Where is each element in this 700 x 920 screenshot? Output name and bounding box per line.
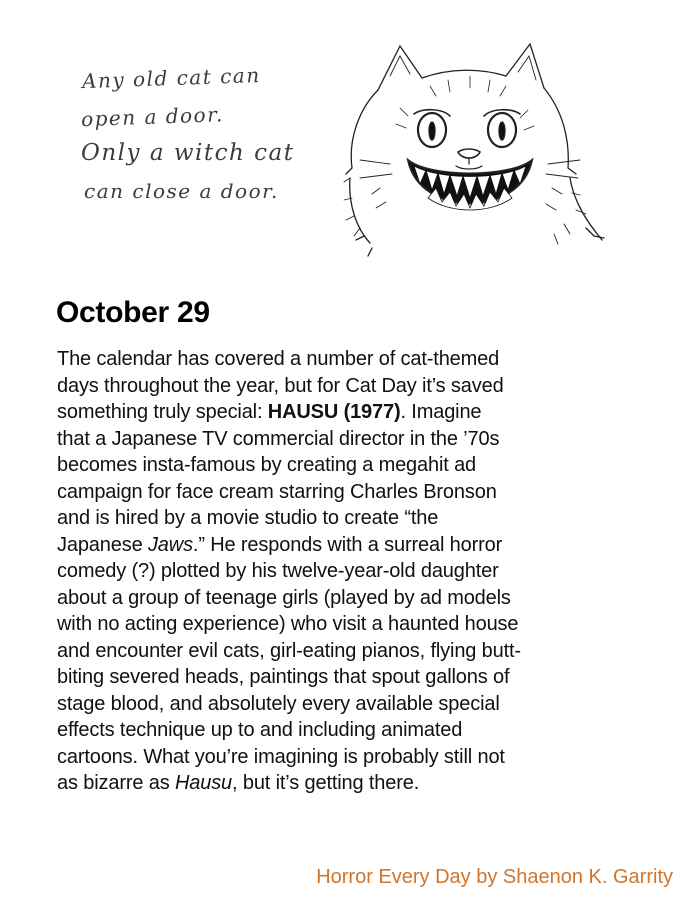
body-line: and encounter evil cats, girl-eating pianos, flying butt- [57, 639, 521, 662]
body-text: something truly special: [57, 401, 268, 423]
body-text: .” He responds with a surreal horror [192, 533, 503, 556]
body-line: about a group of teenage girls (played by ad models [57, 586, 511, 609]
caption-line: Only a witch cat [81, 140, 295, 166]
body-line: cartoons. What you’re imagining is probably still not [57, 745, 505, 768]
grinning-witch-cat-icon [330, 28, 620, 268]
body-line: effects technique up to and including animated [57, 719, 463, 741]
body-text: , but it’s getting there. [232, 772, 420, 794]
body-line: with no acting experience) who visit a haunted house [57, 613, 519, 635]
caption-line: Any old cat can [81, 62, 261, 94]
body-text: . Imagine [400, 401, 482, 423]
body-line: and is hired by a movie studio to create “the [57, 507, 439, 529]
entry-date: October 29 [56, 296, 210, 329]
film-title: HAUSU (1977) [267, 401, 401, 423]
body-line: comedy (?) plotted by his twelve-year-old daughter [57, 560, 499, 582]
credit-line: Horror Every Day by Shaenon K. Garrity [316, 866, 673, 888]
body-line: that a Japanese TV commercial director in the ’70s [57, 427, 500, 450]
entry-body [57, 346, 587, 797]
body-line: stage blood, and absolutely every available special [57, 692, 500, 715]
italic-title: Jaws [147, 533, 193, 556]
body-line [57, 770, 587, 797]
body-text: as bizarre as [57, 772, 175, 794]
body-line: days throughout the year, but for Cat Day it’s saved [57, 374, 504, 397]
caption-line: open a door. [80, 102, 225, 132]
body-line [57, 399, 587, 426]
italic-title: Hausu [174, 772, 233, 794]
body-line: biting severed heads, paintings that spout gallons of [57, 666, 510, 688]
body-line: The calendar has covered a number of cat-themed [57, 348, 500, 370]
body-line [57, 532, 587, 559]
caption-line: can close a door. [84, 179, 279, 203]
body-line: campaign for face cream starring Charles Bronson [57, 480, 497, 503]
body-line: becomes insta-famous by creating a megahit ad [57, 454, 477, 476]
handwritten-caption [82, 58, 322, 210]
body-text: Japanese [57, 533, 148, 556]
